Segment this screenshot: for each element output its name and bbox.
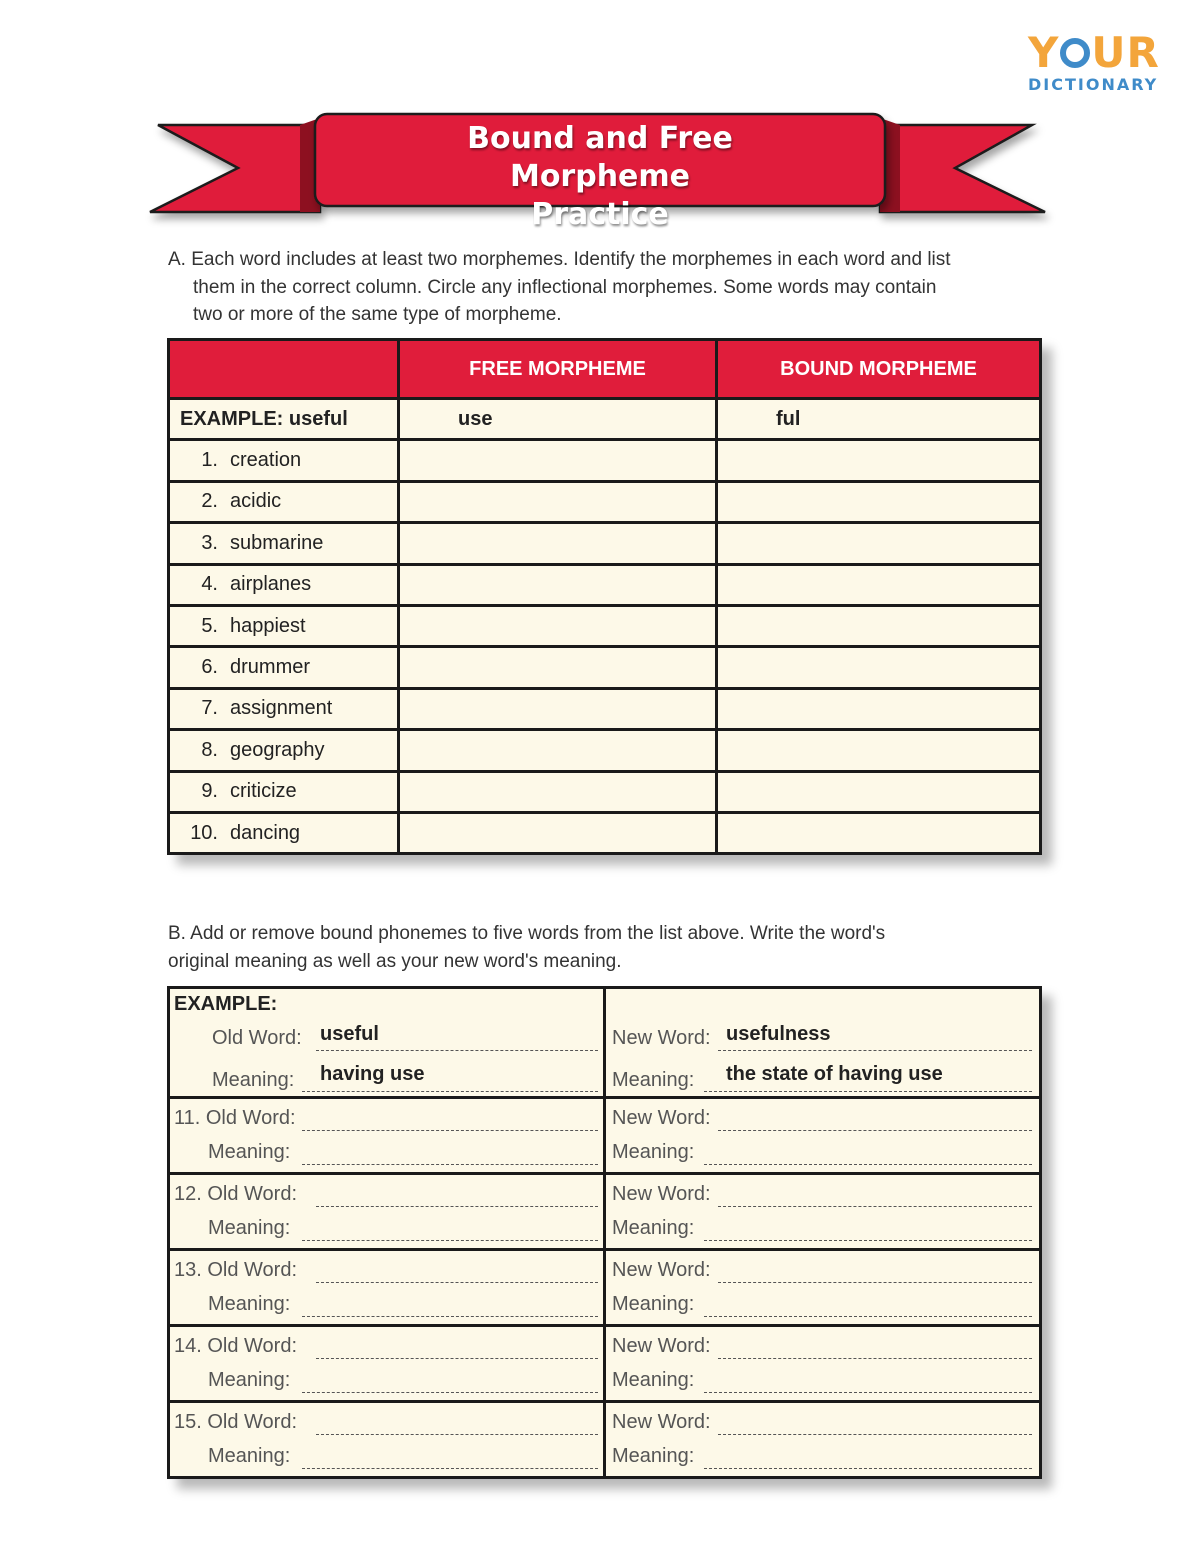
example-label: EXAMPLE: xyxy=(174,993,278,1015)
word-cell: 4. airplanes xyxy=(169,564,399,605)
example-old-meaning: having use xyxy=(320,1063,425,1085)
word-cell: 1. creation xyxy=(169,440,399,481)
new-word-label: New Word: xyxy=(612,1027,711,1049)
meaning-label: Meaning: xyxy=(612,1069,695,1091)
old-word-line xyxy=(316,1049,598,1051)
free-morpheme-cell[interactable] xyxy=(399,523,717,564)
column-header-bound: BOUND MORPHEME xyxy=(717,340,1041,399)
example-free: use xyxy=(399,399,717,440)
word-cell: 6. drummer xyxy=(169,647,399,688)
new-cell: New Word: Meaning: xyxy=(605,1402,1041,1478)
new-cell: New Word: Meaning: xyxy=(605,1326,1041,1402)
old-meaning-input[interactable] xyxy=(302,1391,598,1393)
meaning-line xyxy=(704,1090,1032,1092)
logo-wordmark: Y UR xyxy=(1028,28,1160,77)
column-header-free: FREE MORPHEME xyxy=(399,340,717,399)
new-meaning-input[interactable] xyxy=(704,1239,1032,1241)
free-morpheme-cell[interactable] xyxy=(399,605,717,646)
title-banner xyxy=(140,108,1060,232)
bound-morpheme-cell[interactable] xyxy=(717,771,1041,812)
old-meaning-input[interactable] xyxy=(302,1467,598,1469)
old-cell: 14. Old Word: Meaning: xyxy=(169,1326,605,1402)
example-new-word: usefulness xyxy=(726,1023,831,1045)
table-row xyxy=(169,812,1041,853)
word-cell: 7. assignment xyxy=(169,688,399,729)
bound-morpheme-cell[interactable] xyxy=(717,440,1041,481)
example-old-word: useful xyxy=(320,1023,379,1045)
bound-morpheme-cell[interactable] xyxy=(717,481,1041,522)
word-cell: 10. dancing xyxy=(169,812,399,853)
old-meaning-input[interactable] xyxy=(302,1239,598,1241)
new-word-input[interactable] xyxy=(718,1129,1032,1131)
old-word-input[interactable] xyxy=(302,1129,598,1131)
example-new-cell xyxy=(605,988,1041,1098)
new-cell: New Word: Meaning: xyxy=(605,1250,1041,1326)
free-morpheme-cell[interactable] xyxy=(399,771,717,812)
bound-morpheme-cell[interactable] xyxy=(717,523,1041,564)
example-new-meaning: the state of having use xyxy=(726,1063,943,1085)
magnifier-icon xyxy=(1060,38,1090,68)
old-cell: 15. Old Word: Meaning: xyxy=(169,1402,605,1478)
section-a-instructions: A. Each word includes at least two morphemes. Identify the morphemes in each word and list them in the correct column. Circle any inflectional morphemes. Some words may contain two or more of the same type of morpheme. xyxy=(168,249,951,325)
word-cell: 5. happiest xyxy=(169,605,399,646)
old-word-label: Old Word: xyxy=(212,1027,302,1049)
word-meaning-table xyxy=(167,986,1042,1479)
table-row xyxy=(169,564,1041,605)
new-meaning-input[interactable] xyxy=(704,1467,1032,1469)
table-row xyxy=(169,523,1041,564)
column-header-word xyxy=(169,340,399,399)
your-dictionary-logo xyxy=(1020,28,1180,98)
bound-morpheme-cell[interactable] xyxy=(717,564,1041,605)
old-cell: 13. Old Word: Meaning: xyxy=(169,1250,605,1326)
new-word-line xyxy=(718,1049,1032,1051)
new-word-input[interactable] xyxy=(718,1281,1032,1283)
example-row xyxy=(169,399,1041,440)
new-meaning-input[interactable] xyxy=(704,1315,1032,1317)
word-cell: 3. submarine xyxy=(169,523,399,564)
new-meaning-input[interactable] xyxy=(704,1391,1032,1393)
table-row xyxy=(169,730,1041,771)
table-row xyxy=(169,605,1041,646)
table-row xyxy=(169,688,1041,729)
new-cell: New Word: Meaning: xyxy=(605,1098,1041,1174)
free-morpheme-cell[interactable] xyxy=(399,564,717,605)
bound-morpheme-cell[interactable] xyxy=(717,605,1041,646)
example-word: EXAMPLE: useful xyxy=(169,399,399,440)
section-b-instructions: B. Add or remove bound phonemes to five words from the list above. Write the word's original meaning as well as your new word's meaning. xyxy=(168,923,886,972)
bound-morpheme-cell[interactable] xyxy=(717,812,1041,853)
new-word-input[interactable] xyxy=(718,1433,1032,1435)
meaning-line xyxy=(302,1090,598,1092)
bound-morpheme-cell[interactable] xyxy=(717,647,1041,688)
table-row xyxy=(169,1326,1041,1402)
table-row xyxy=(169,1174,1041,1250)
logo-subtitle: DICTIONARY xyxy=(1028,75,1159,94)
example-bound: ful xyxy=(717,399,1041,440)
free-morpheme-cell[interactable] xyxy=(399,688,717,729)
table-row xyxy=(169,440,1041,481)
old-cell: 11. Old Word: Meaning: xyxy=(169,1098,605,1174)
old-word-input[interactable] xyxy=(316,1357,598,1359)
old-meaning-input[interactable] xyxy=(302,1163,598,1165)
free-morpheme-cell[interactable] xyxy=(399,440,717,481)
free-morpheme-cell[interactable] xyxy=(399,730,717,771)
bound-morpheme-cell[interactable] xyxy=(717,688,1041,729)
morpheme-table xyxy=(167,338,1042,855)
word-cell: 2. acidic xyxy=(169,481,399,522)
table-row xyxy=(169,1250,1041,1326)
table-row xyxy=(169,481,1041,522)
example-old-cell xyxy=(169,988,605,1098)
new-cell: New Word: Meaning: xyxy=(605,1174,1041,1250)
old-cell: 12. Old Word: Meaning: xyxy=(169,1174,605,1250)
new-meaning-input[interactable] xyxy=(704,1163,1032,1165)
old-word-input[interactable] xyxy=(316,1433,598,1435)
old-word-input[interactable] xyxy=(316,1205,598,1207)
table-header-row xyxy=(169,340,1041,399)
meaning-label: Meaning: xyxy=(212,1069,295,1091)
new-word-input[interactable] xyxy=(718,1357,1032,1359)
word-cell: 8. geography xyxy=(169,730,399,771)
table-row xyxy=(169,647,1041,688)
page-title: Bound and Free Morpheme Practice xyxy=(467,121,733,232)
bound-morpheme-cell[interactable] xyxy=(717,730,1041,771)
old-word-input[interactable] xyxy=(316,1281,598,1283)
new-word-input[interactable] xyxy=(718,1205,1032,1207)
table-row xyxy=(169,1402,1041,1478)
old-meaning-input[interactable] xyxy=(302,1315,598,1317)
free-morpheme-cell[interactable] xyxy=(399,812,717,853)
example-row xyxy=(169,988,1041,1098)
table-row xyxy=(169,1098,1041,1174)
free-morpheme-cell[interactable] xyxy=(399,647,717,688)
table-row xyxy=(169,771,1041,812)
free-morpheme-cell[interactable] xyxy=(399,481,717,522)
word-cell: 9. criticize xyxy=(169,771,399,812)
